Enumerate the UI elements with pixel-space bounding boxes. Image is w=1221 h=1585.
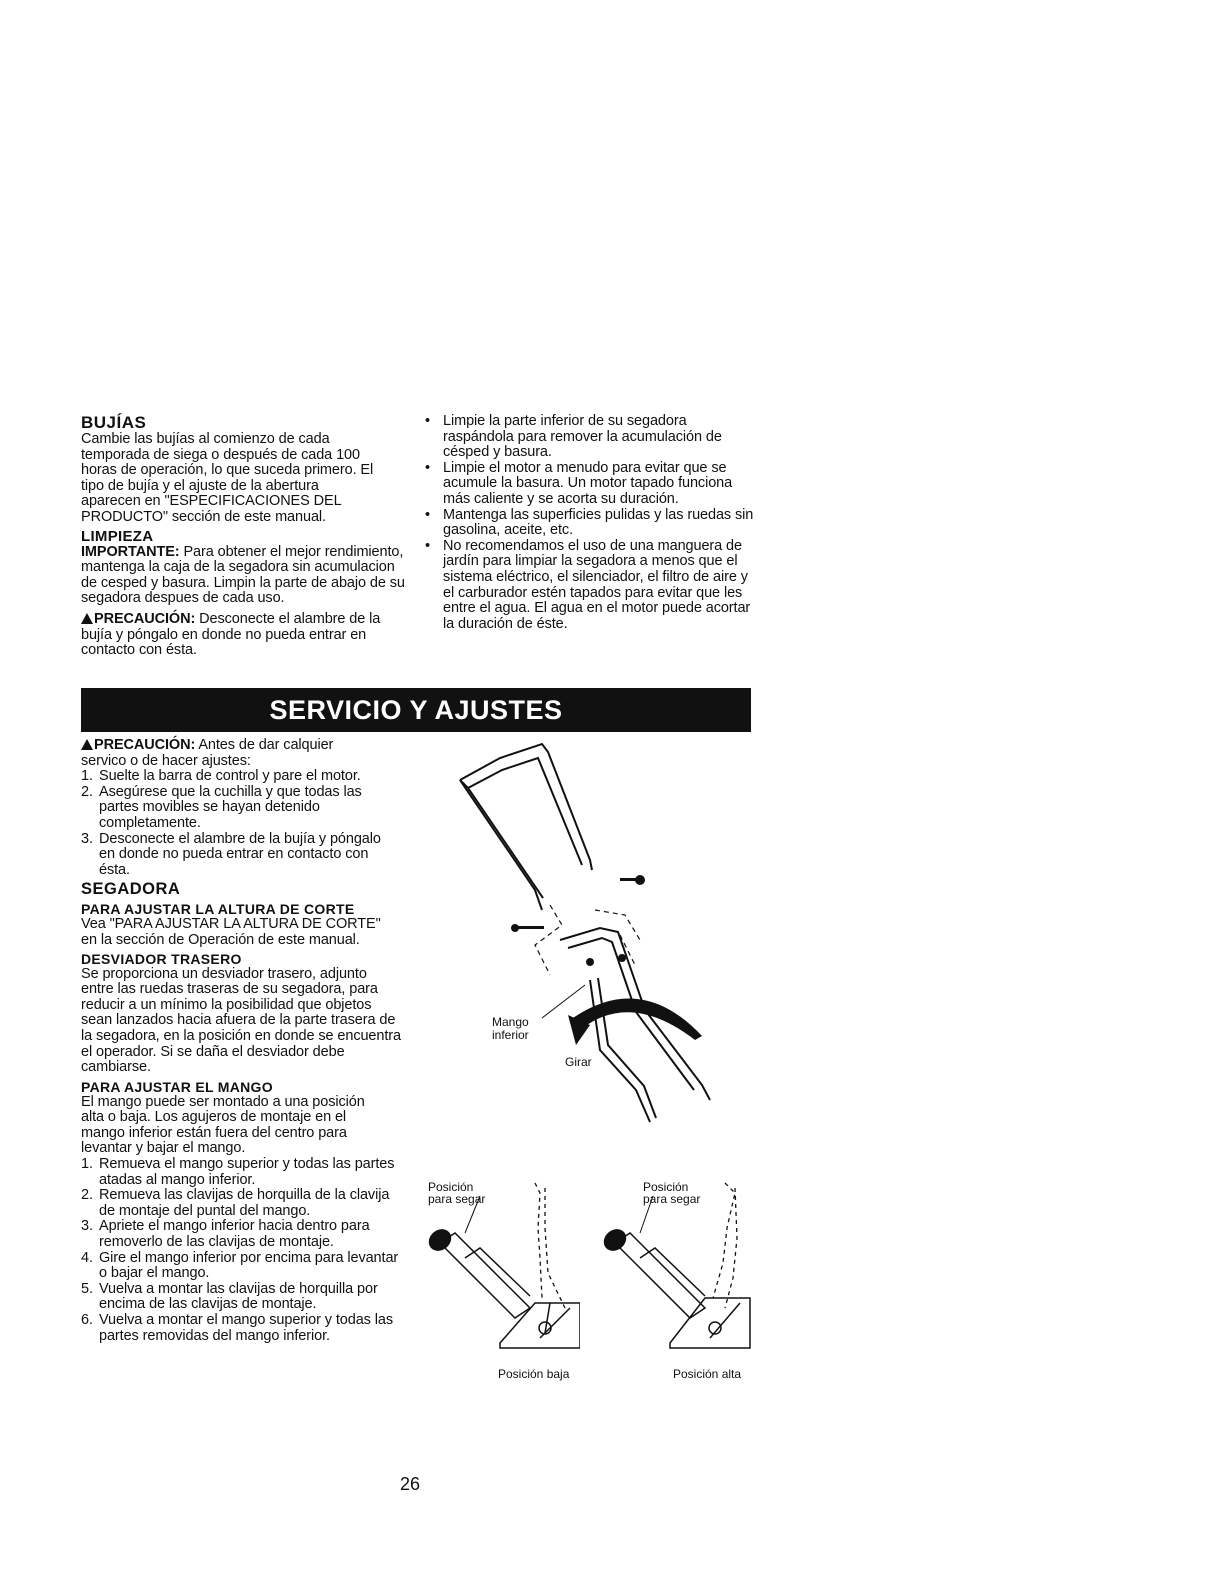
step-number: 2. — [81, 783, 93, 800]
section-limpieza-bullets — [425, 414, 755, 632]
high-caption: Posición alta — [673, 1367, 742, 1381]
section-bujias — [81, 414, 411, 659]
step-text: Desconecte el alambre de la bujía y póngalo en donde no pueda entrar en contacto con ésta. — [99, 830, 381, 878]
altura-heading: PARA AJUSTAR LA ALTURA DE CORTE — [81, 901, 355, 918]
importante-text: Para obtener el mejor rendimiento, mantenga la caja de la segadora sin acumulacion de cesped y basura. Limpin la parte de abajo de su segadora despues de cada uso. — [81, 543, 405, 607]
precaucion-top — [81, 612, 396, 659]
low-pos-label-2: para segar — [428, 1192, 486, 1206]
limpieza-text — [81, 545, 406, 607]
position-figure-high — [595, 1178, 755, 1388]
section-banner — [81, 688, 751, 732]
servicio-step-list — [81, 769, 381, 878]
step-text: Apriete el mango inferior hacia dentro para removerlo de las clavijas de montaje. — [99, 1218, 370, 1251]
precaucion-label: PRECAUCIÓN: — [94, 610, 196, 627]
limpieza-heading: LIMPIEZA — [81, 527, 154, 545]
step-number: 4. — [81, 1249, 93, 1266]
high-pos-label-2: para segar — [643, 1192, 701, 1206]
page-number: 26 — [400, 1474, 421, 1494]
altura-text: Vea "PARA AJUSTAR LA ALTURA DE CORTE" en la sección de Operación de este manual. — [81, 916, 381, 948]
handle-illustration — [440, 740, 740, 1140]
step-number: 2. — [81, 1187, 93, 1204]
step-number: 6. — [81, 1312, 93, 1328]
step-item — [81, 1251, 406, 1282]
step-number: 1. — [81, 1156, 93, 1173]
mango-label: Mango — [492, 1015, 529, 1029]
step-text: Gire el mango inferior por encima para levantar o bajar el mango. — [99, 1249, 399, 1282]
step-text: Suelte la barra de control y pare el motor. — [99, 768, 361, 785]
banner-title: SERVICIO Y AJUSTES — [269, 695, 563, 725]
step-number: 1. — [81, 768, 93, 785]
bullet-item: • Limpie el motor a menudo para evitar que se acumule la basura. Un motor tapado funciona más caliente y se acorta su duración. — [425, 461, 755, 508]
step-number: 5. — [81, 1280, 93, 1297]
step-text: Remueva el mango superior y todas las partes atadas al mango inferior. — [99, 1156, 395, 1188]
girar-label: Girar — [565, 1055, 592, 1069]
mango-heading: PARA AJUSTAR EL MANGO — [81, 1078, 273, 1095]
step-item — [81, 1219, 406, 1250]
step-item — [81, 769, 381, 785]
precaucion-text: Antes de dar calquier servico o de hacer ajustes: — [81, 737, 334, 769]
step-item — [81, 1157, 406, 1188]
precaucion-label: PRECAUCIÓN: — [94, 737, 196, 753]
high-pos-label-1: Posición — [643, 1180, 689, 1194]
bullet-item: • Mantenga las superficies pulidas y las ruedas sin gasolina, aceite, etc. — [425, 508, 755, 539]
section-servicio — [81, 738, 411, 1344]
low-position-illustration — [420, 1178, 580, 1368]
handle-figure — [440, 740, 740, 1140]
bujias-text: Cambie las bujías al comienzo de cada temporada de siega o después de cada 100 horas de operación, lo que suceda primero. El tipo de bujía y el ajuste de la abertura aparecen en "ESPECIFICACIONES DEL PRODUCTO" sección de este manual. — [81, 431, 374, 525]
step-item — [81, 785, 381, 832]
step-item — [81, 832, 381, 879]
low-caption: Posición baja — [498, 1367, 570, 1381]
step-number: 3. — [81, 830, 93, 847]
importante-label: IMPORTANTE: — [81, 543, 180, 560]
desviador-heading: DESVIADOR TRASERO — [81, 950, 242, 967]
step-text: Asegúrese que la cuchilla y que todas las partes movibles se hayan detenido completamente. — [99, 783, 362, 831]
bujias-heading: BUJÍAS — [81, 413, 147, 432]
high-position-illustration — [595, 1178, 755, 1368]
step-item — [81, 1313, 406, 1344]
step-item — [81, 1188, 406, 1219]
segadora-heading: SEGADORA — [81, 880, 181, 899]
inferior-label: inferior — [492, 1028, 529, 1042]
position-figure-low — [420, 1178, 580, 1388]
bullet-item: • No recomendamos el uso de una manguera de jardín para limpiar la segadora a menos que el sistema eléctrico, el silenciador, el filtro de aire y el carburador estén tapados para evitar que les entre el agua. El agua en el motor puede acortar la duración de éste. — [425, 539, 755, 633]
step-number: 3. — [81, 1218, 93, 1235]
warning-icon — [81, 613, 93, 624]
mango-text: El mango puede ser montado a una posición alta o baja. Los agujeros de montaje en el mango inferior están fuera del centro para levantar y bajar el mango. — [81, 1093, 365, 1157]
precaucion-text: Desconecte el alambre de la bujía y póngalo en donde no pueda entrar en contacto con ésta. — [81, 610, 381, 659]
warning-icon — [81, 739, 93, 750]
desviador-text: Se proporciona un desviador trasero, adjunto entre las ruedas traseras de su segadora, para reducir a un mínimo la posibilidad que objetos sean lanzados hacia afuera de la parte trasera de la segadora, en la posición en donde se encuentra el operador. Si se daña el desviador debe cambiarse. — [81, 965, 401, 1076]
limpieza-bullet-list — [425, 414, 755, 632]
step-item — [81, 1282, 406, 1313]
step-text: Vuelva a montar el mango superior y todas las partes removidas del mango inferior. — [99, 1312, 393, 1344]
low-pos-label-1: Posición — [428, 1180, 474, 1194]
bullet-item: • Limpie la parte inferior de su segadora raspándola para remover la acumulación de césped y basura. — [425, 414, 755, 461]
precaucion-servicio — [81, 738, 361, 769]
step-text: Vuelva a montar las clavijas de horquilla por encima de las clavijas de montaje. — [99, 1280, 378, 1313]
step-text: Remueva las clavijas de horquilla de la clavija de montaje del puntal del mango. — [99, 1187, 390, 1219]
mango-step-list — [81, 1157, 406, 1344]
